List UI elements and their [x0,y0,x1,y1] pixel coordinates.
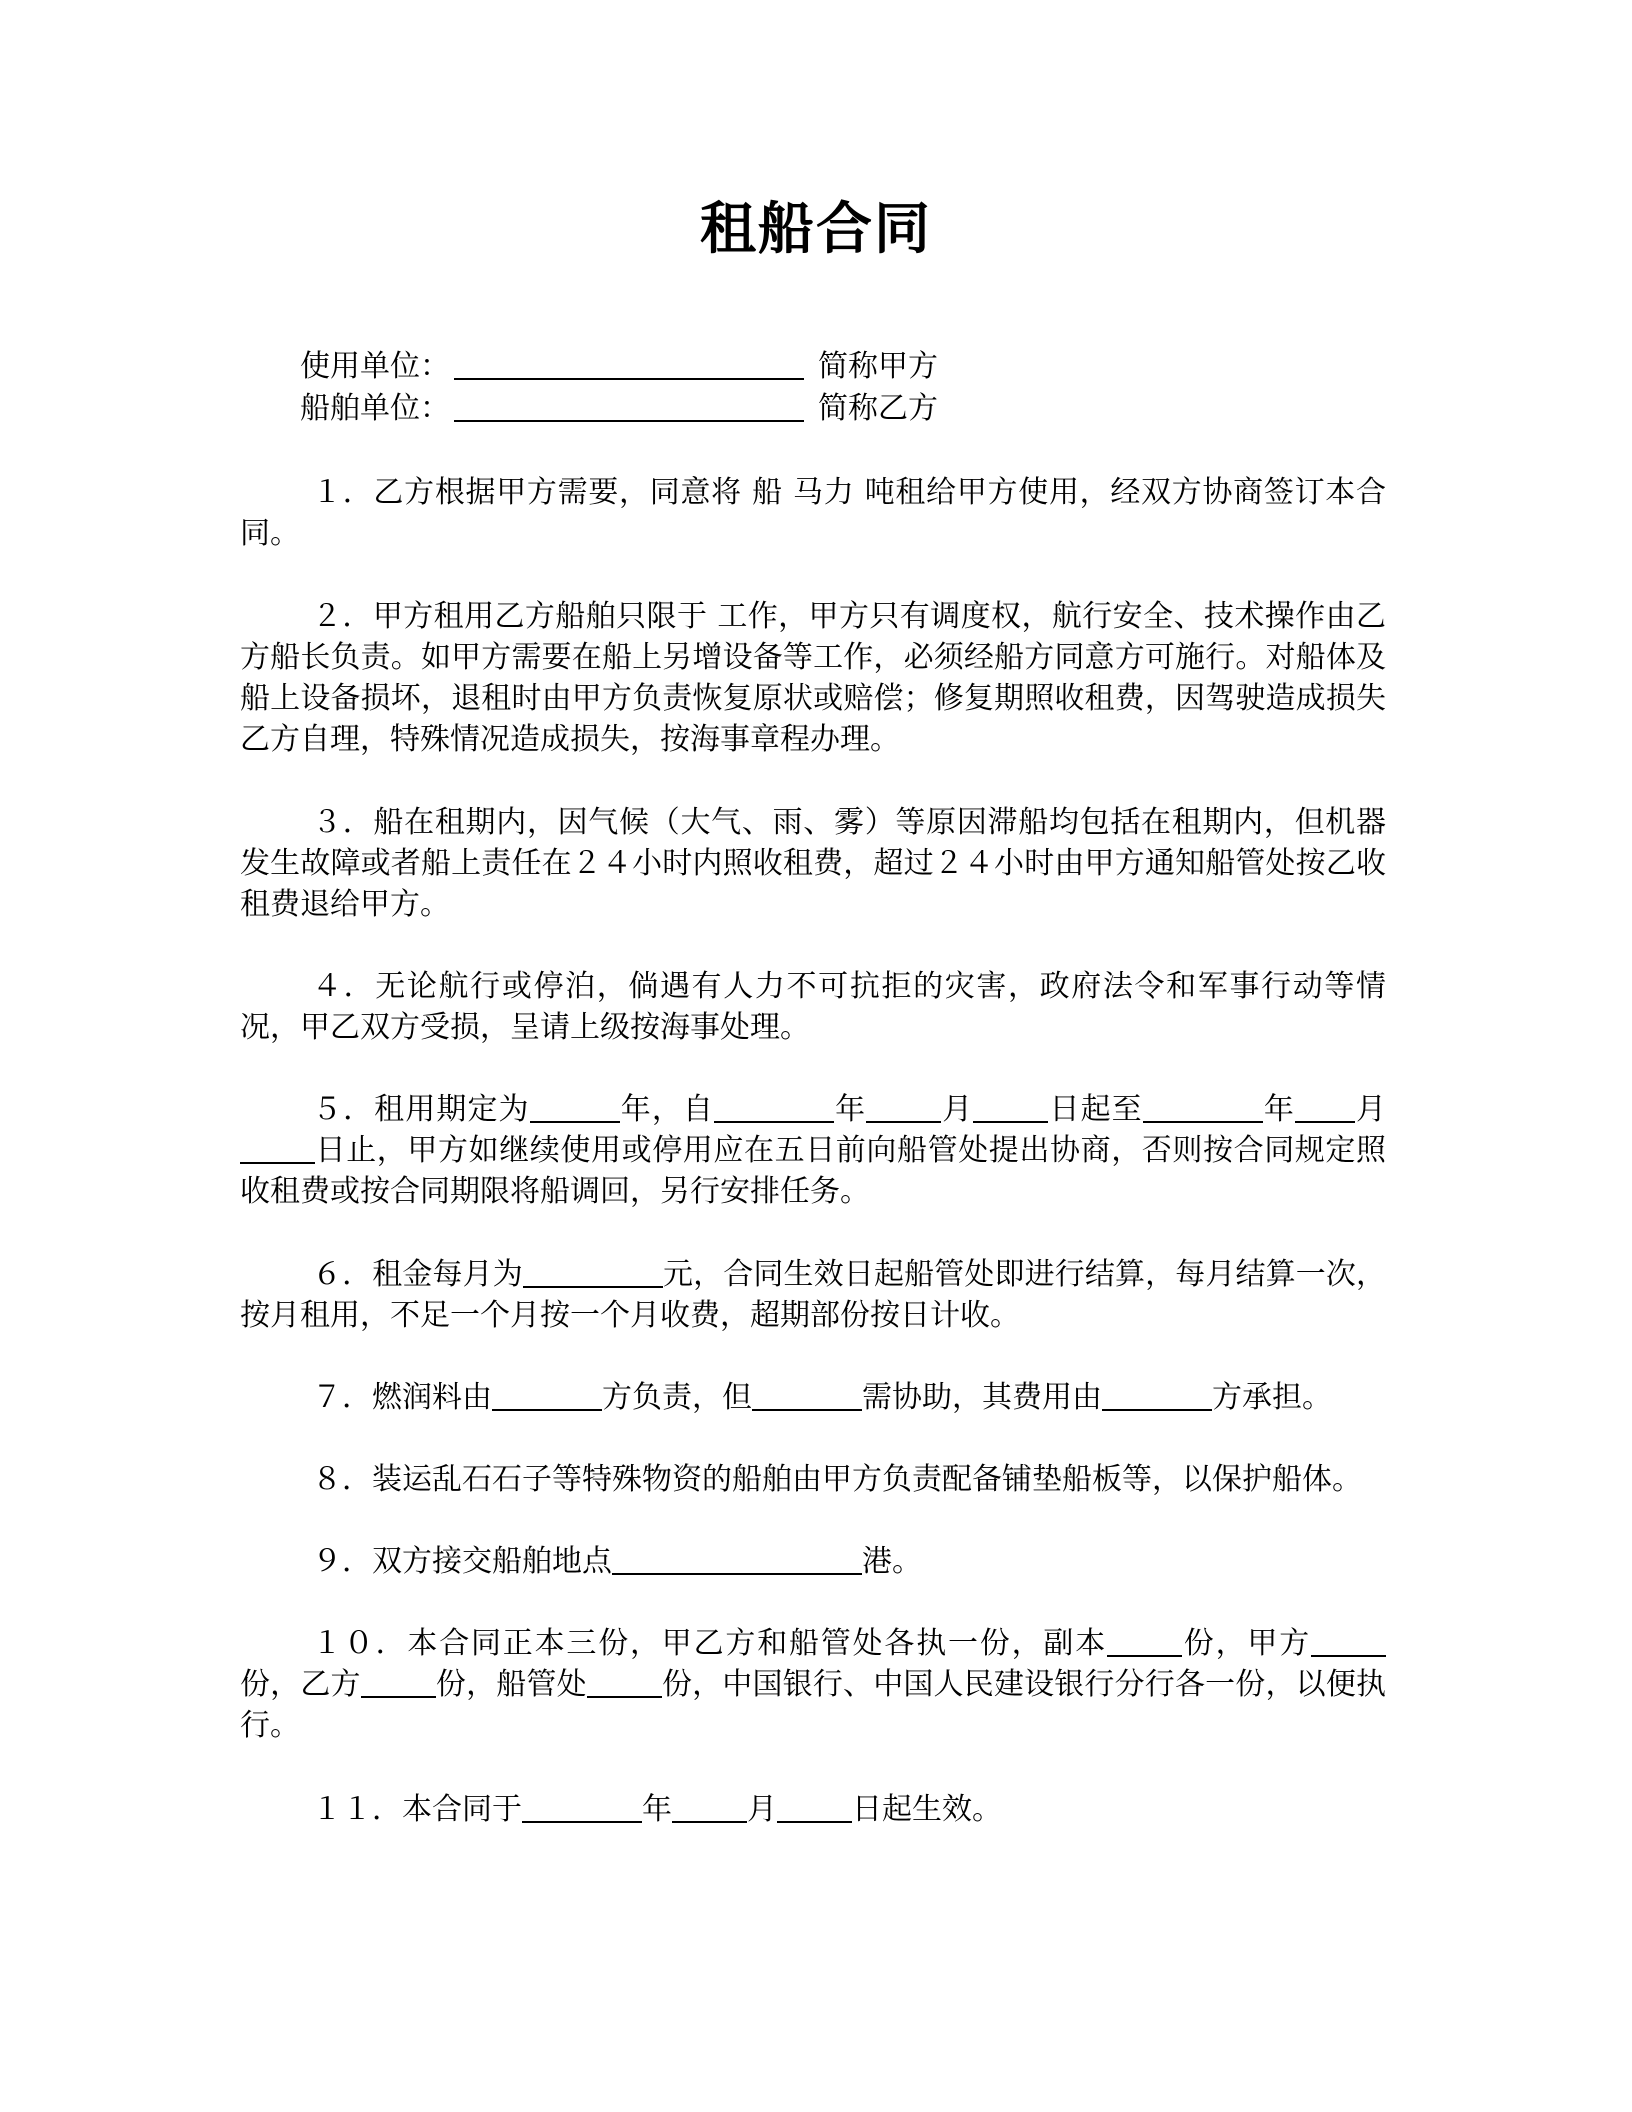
fuel-responsible-blank [492,1381,602,1411]
clause-6-text-2: 元，合同生效日起船管处即进行结算，每月结算一次，按月租用，不足一个月按一个月收费，超期部份按日计收。 [240,1257,1387,1333]
handover-port-blank [612,1545,862,1575]
clause-5-text-8: 日止，甲方如继续使用或停用应在五日前向船管处提出协商，否则按合同规定照收租费或按合同期限将船调回，另行安排任务。 [240,1133,1386,1209]
clause-2: ２．甲方租用乙方船舶只限于 工作，甲方只有调度权，航行安全、技术操作由乙方船长负责。如甲方需要在船上另增设备等工作，必须经船方同意方可施行。对船体及船上设备损坏，退租时由甲方负责恢复原状或赔偿；修复期照收租费，因驾驶造成损失乙方自理，特殊情况造成损失，按海事章程办理。 [240,599,1386,757]
clause-8: ８．装运乱石石子等特殊物资的船舶由甲方负责配备铺垫船板等，以保护船体。 [312,1462,1362,1497]
clause-10-text-2: 份，甲方 [1182,1626,1312,1661]
clause-10 [240,1623,1386,1746]
clause-3: ３．船在租期内，因气候（大气、雨、雾）等原因滞船均包括在租期内，但机器发生故障或者船上责任在２４小时内照收租费，超过２４小时由甲方通知船管处按乙收租费退给甲方。 [240,805,1386,922]
clause-11-text-4: 日起生效。 [852,1792,1002,1827]
clause-11-text-1: １１．本合同于 [312,1792,522,1827]
clause-5-text-3: 年 [834,1092,867,1127]
end-day-blank [240,1134,315,1164]
party-ship-label: 船舶单位： [300,391,450,426]
start-year-blank [714,1093,834,1123]
clause-7-text-2: 方负责，但 [602,1380,752,1415]
end-month-blank [1295,1093,1355,1123]
fuel-assist-blank [752,1381,862,1411]
clause-7-text-1: ７．燃润料由 [312,1380,492,1415]
party-user-line [300,346,938,388]
clause-5-text-7: 月 [1354,1092,1387,1127]
party-a-copies-blank [1311,1627,1386,1657]
copies-count-blank [1107,1627,1182,1657]
clause-5-text-5: 日起至 [1048,1092,1143,1127]
clause-9-text-2: 港。 [862,1544,922,1579]
start-day-blank [973,1093,1048,1123]
clause-10-text-1: １０．本合同正本三份，甲乙方和船管处各执一份，副本 [312,1626,1107,1661]
clause-6 [240,1254,1386,1336]
end-year-blank [1143,1093,1263,1123]
clause-7-text-4: 方承担。 [1212,1380,1332,1415]
effective-year-blank [522,1793,642,1823]
party-user-blank [454,350,804,380]
clause-5-text-6: 年 [1262,1092,1295,1127]
clause-7-text-3: 需协助，其费用由 [862,1380,1102,1415]
clause-9-text-1: ９．双方接交船舶地点 [312,1544,612,1579]
clause-5-text-4: 月 [941,1092,974,1127]
office-copies-blank [587,1668,662,1698]
party-ship-short: 简称乙方 [818,391,938,426]
start-month-blank [866,1093,941,1123]
clause-7 [240,1377,1386,1418]
clause-11 [240,1789,1386,1830]
clause-5 [240,1089,1386,1212]
party-user-short: 简称甲方 [818,349,938,384]
clause-10-text-3: 份，乙方 [240,1667,361,1702]
clause-9 [240,1541,1386,1582]
clause-10-text-5: 份，中国银行、中国人民建设银行分行各一份，以便执行。 [240,1667,1387,1743]
clause-5-text-2: 年，自 [619,1092,715,1127]
effective-day-blank [777,1793,852,1823]
effective-month-blank [672,1793,747,1823]
clause-11-text-3: 月 [747,1792,777,1827]
party-ship-line [300,388,938,430]
clause-5-text-1: ５．租用期定为 [312,1092,530,1127]
lease-years-blank [530,1093,620,1123]
clause-10-text-4: 份，船管处 [435,1667,587,1702]
document-title: 租船合同 [700,197,932,262]
party-b-copies-blank [361,1668,436,1698]
clause-1: １．乙方根据甲方需要，同意将 船 马力 吨租给甲方使用，经双方协商签订本合同。 [240,475,1386,551]
party-ship-blank [454,392,804,422]
fuel-cost-blank [1102,1381,1212,1411]
party-user-label: 使用单位： [300,349,450,384]
clause-11-text-2: 年 [642,1792,672,1827]
clause-6-text-1: ６．租金每月为 [312,1257,523,1292]
clause-4: ４．无论航行或停泊，倘遇有人力不可抗拒的灾害，政府法令和军事行动等情况，甲乙双方受损，呈请上级按海事处理。 [240,969,1386,1045]
monthly-rent-blank [523,1258,663,1288]
